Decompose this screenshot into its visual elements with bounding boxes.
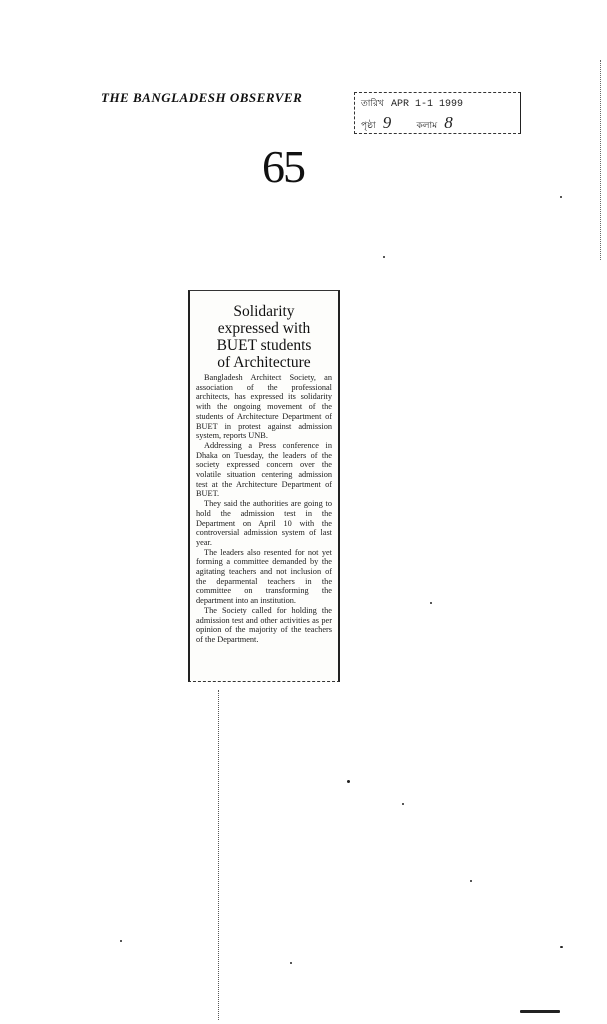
stamp-date-label: তারিখ	[361, 99, 384, 109]
stamp-column-value: 8	[444, 113, 453, 132]
scan-speck	[520, 1010, 560, 1013]
stamp-date-row	[361, 96, 463, 111]
scan-edge-line	[600, 60, 602, 260]
handwritten-file-number: 65	[262, 141, 304, 192]
article-paragraph: They said the authorities are going to hold the admission test in the Department on April 10 with the controversial admission system of last year.	[196, 499, 332, 547]
scan-speck	[383, 256, 385, 258]
scan-speck	[290, 962, 292, 964]
article-paragraph: Bangladesh Architect Society, an association of the professional architects, has expressed its solidarity with the ongoing movement of the students of Architecture Department of BUET in protest against admission system, reports UNB.	[196, 373, 332, 441]
headline-line: BUET students	[216, 337, 312, 354]
headline-line: Solidarity	[233, 303, 295, 320]
headline-line: of Architecture	[217, 354, 311, 371]
article-headline	[196, 303, 332, 371]
stamp-date-value: APR 1-1 1999	[391, 99, 464, 110]
headline-line: expressed with	[217, 320, 311, 337]
scan-speck	[120, 940, 122, 942]
scan-speck	[560, 196, 562, 198]
scan-speck	[430, 602, 432, 604]
stamp-page-label: পৃষ্ঠা	[361, 121, 376, 131]
article-paragraph: Addressing a Press conference in Dhaka on Tuesday, the leaders of the society expressed concern over the volatile situation centering admission test at the Architecture Department of BUET.	[196, 440, 332, 499]
date-stamp	[354, 92, 521, 134]
newspaper-masthead: THE BANGLADESH OBSERVER	[101, 90, 303, 105]
stamp-column-label: কলাম	[416, 121, 438, 131]
scan-artifact-line	[218, 690, 221, 1020]
article-body	[196, 373, 332, 645]
scan-speck	[347, 780, 350, 783]
stamp-page-value: 9	[382, 113, 392, 132]
scan-speck	[402, 803, 404, 805]
article-paragraph: The leaders also resented for not yet forming a committee demanded by the agitating teachers and not inclusion of the deparmental teachers in the committee on transforming the department into an institution.	[196, 547, 332, 606]
scan-speck	[560, 946, 563, 948]
newspaper-clipping	[188, 290, 340, 682]
stamp-page-row	[361, 113, 453, 133]
article-paragraph: The Society called for holding the admission test and other activities as per opinion of the majority of the teachers of the Department.	[196, 605, 332, 644]
scan-speck	[470, 880, 472, 882]
